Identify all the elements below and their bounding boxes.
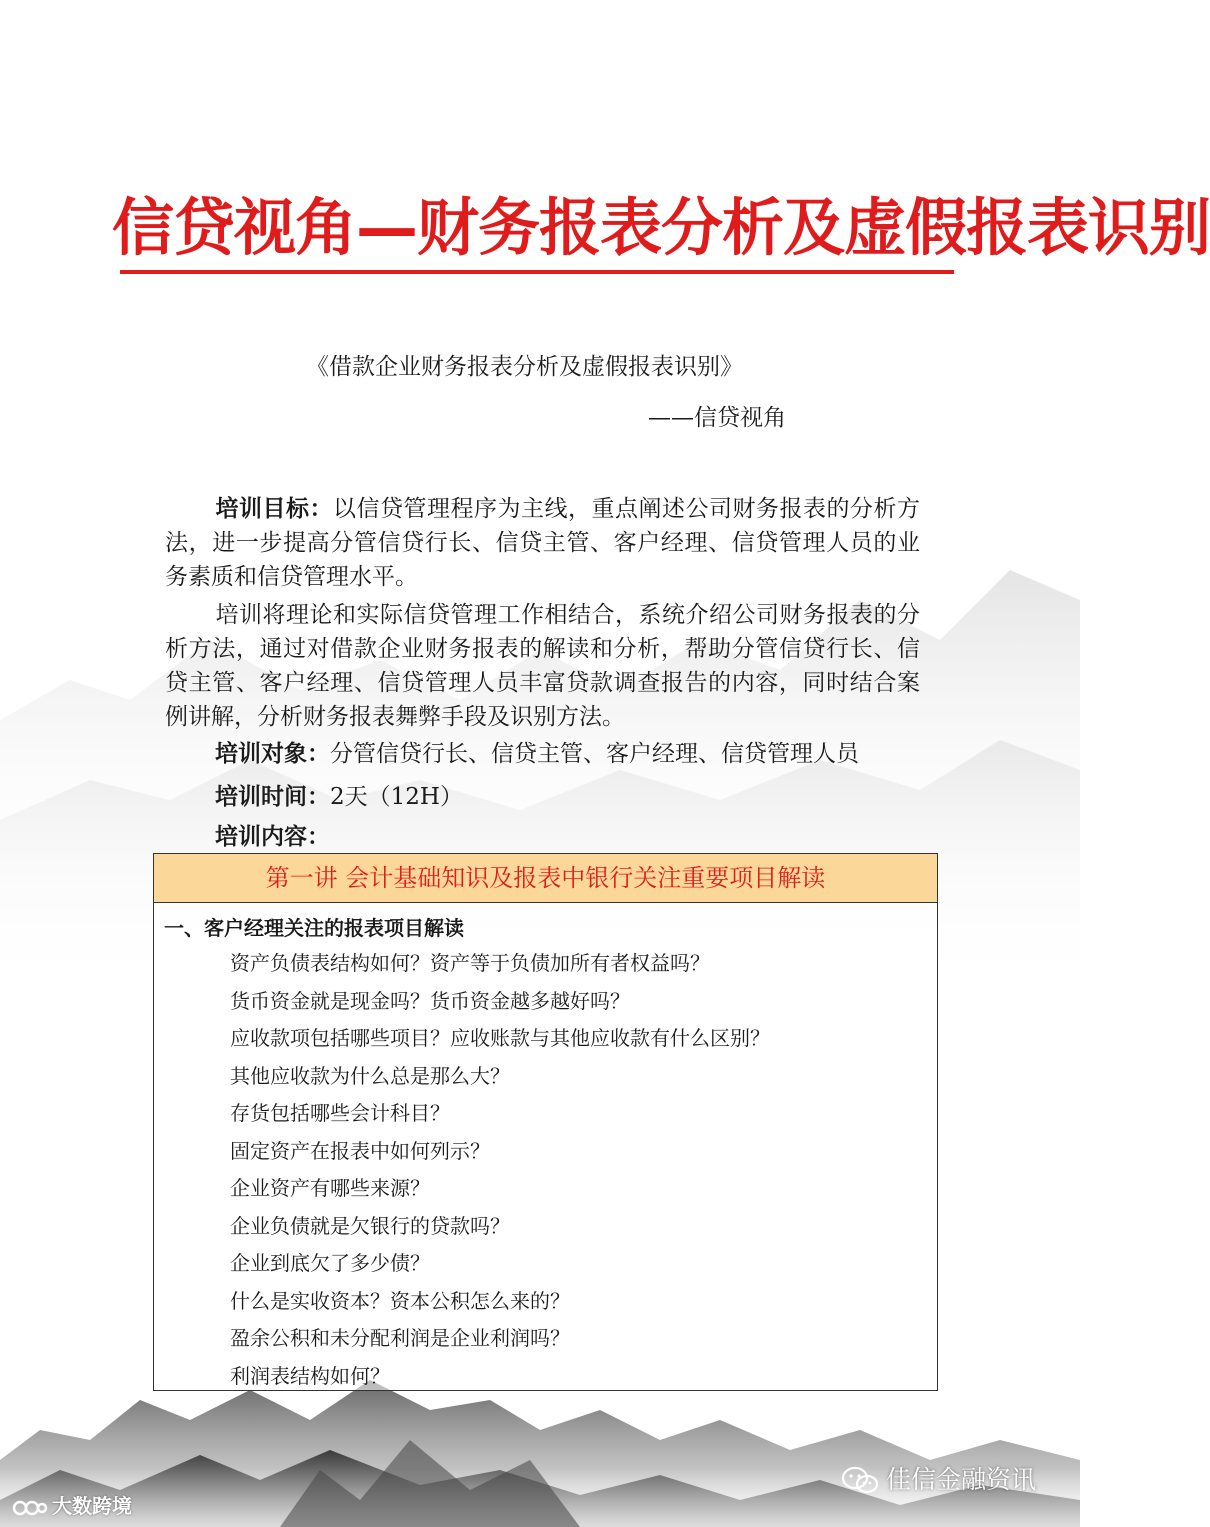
training-goal-paragraph (165, 492, 920, 594)
training-description-text: 培训将理论和实际信贷管理工作相结合，系统介绍公司财务报表的分析方法，通过对借款企业财务报表的解读和分析，帮助分管信贷行长、信贷主管、客户经理、信贷管理人员丰富贷款调查报告的内容，同时结合案例讲解，分析财务报表舞弊手段及识别方法。 (165, 602, 920, 730)
section-title: 一、客户经理关注的报表项目解读 (164, 916, 464, 940)
list-item: 存货包括哪些会计科目？ (230, 1101, 450, 1125)
training-audience-label: 培训对象： (215, 740, 330, 767)
subtitle-sign: ——信贷视角 (648, 405, 786, 431)
training-goal-label: 培训目标： (215, 495, 333, 522)
training-audience-text: 分管信贷行长、信贷主管、客户经理、信贷管理人员 (330, 741, 859, 767)
training-duration (215, 780, 463, 814)
watermark-left (12, 1490, 132, 1519)
brand-logo-icon (12, 1497, 48, 1519)
training-content-label (215, 820, 330, 854)
list-item: 企业到底欠了多少债？ (230, 1251, 430, 1275)
list-item: 货币资金就是现金吗？货币资金越多越好吗？ (230, 988, 630, 1013)
list-item: 盈余公积和未分配利润是企业利润吗？ (230, 1326, 570, 1350)
title-underline (120, 270, 954, 274)
training-audience (215, 737, 859, 771)
watermark-left-text: 大数跨境 (52, 1494, 132, 1518)
lecture-table (153, 853, 938, 1391)
wechat-icon (840, 1465, 880, 1497)
training-duration-label: 培训时间： (215, 783, 330, 810)
list-item: 企业负债就是欠银行的贷款吗？ (230, 1213, 510, 1238)
list-item: 什么是实收资本？资本公积怎么来的？ (230, 1288, 570, 1313)
training-content-label-text: 培训内容： (215, 823, 330, 850)
training-duration-text: 2天（12H） (330, 784, 463, 810)
list-item: 固定资产在报表中如何列示？ (230, 1138, 490, 1163)
list-item: 其他应收款为什么总是那么大？ (230, 1063, 510, 1088)
lecture-header: 第一讲 会计基础知识及报表中银行关注重要项目解读 (154, 854, 937, 903)
list-item: 应收款项包括哪些项目？应收账款与其他应收款有什么区别？ (230, 1026, 770, 1050)
subtitle: 《借款企业财务报表分析及虚假报表识别》 (306, 354, 743, 380)
training-description-paragraph (165, 598, 920, 734)
watermark-right-text: 佳信金融资讯 (886, 1465, 1037, 1494)
list-item: 企业资产有哪些来源？ (230, 1176, 430, 1200)
question-list (154, 945, 937, 1395)
training-goal-text: 以信贷管理程序为主线，重点阐述公司财务报表的分析方法，进一步提高分管信贷行长、信贷主管、客户经理、信贷管理人员的业务素质和信贷管理水平。 (165, 496, 920, 590)
list-item: 资产负债表结构如何？资产等于负债加所有者权益吗？ (230, 951, 710, 975)
list-item: 利润表结构如何？ (230, 1363, 390, 1388)
main-title: 信贷视角—财务报表分析及虚假报表识别 (112, 191, 1210, 264)
watermark-right (840, 1460, 1036, 1497)
